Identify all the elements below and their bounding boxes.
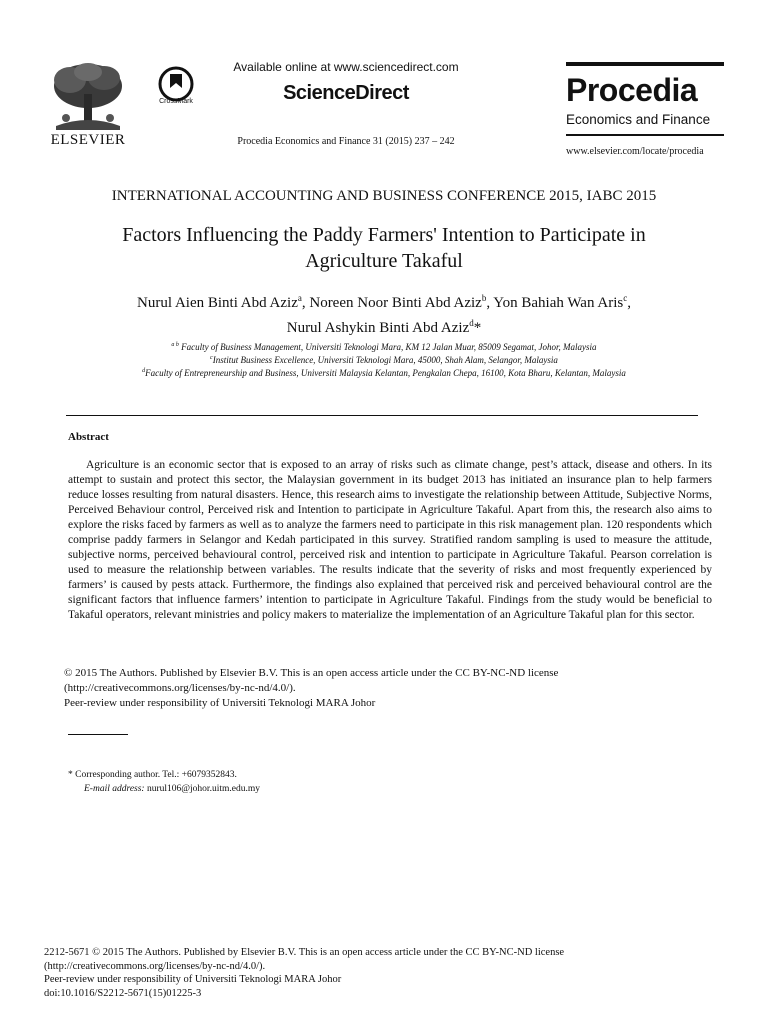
journal-citation: Procedia Economics and Finance 31 (2015) 237 – 242 xyxy=(237,136,455,147)
available-online-text: Available online at www.sciencedirect.com xyxy=(233,60,459,74)
procedia-url-link[interactable]: www.elsevier.com/locate/procedia xyxy=(566,146,704,157)
footnote-divider xyxy=(68,734,128,735)
sciencedirect-logo: ScienceDirect xyxy=(283,82,409,104)
affiliation-d xyxy=(60,365,708,380)
elsevier-wordmark: ELSEVIER xyxy=(50,132,126,148)
copyright-peer-review: Peer-review under responsibility of Universiti Teknologi MARA Johor xyxy=(64,697,376,709)
affiliation-d-text: Faculty of Entrepreneurship and Business, Universiti Malaysia Kelantan, Pengkalan Chepa, 16100, Kota Bharu, Kelantan, Malaysia xyxy=(145,368,626,378)
copyright-line-1: © 2015 The Authors. Published by Elsevier B.V. This is an open access article under the CC BY-NC-ND license xyxy=(64,667,559,679)
corresponding-author-footnote xyxy=(68,768,260,796)
affiliation-ab-text: Faculty of Business Management, Universiti Teknologi Mara, KM 12 Jalan Muar, 85009 Segamat, Johor, Malaysia xyxy=(181,342,597,352)
bottom-license-link[interactable]: (http://creativecommons.org/licenses/by-nc-nd/4.0/). xyxy=(44,960,266,972)
crossmark-label: CrossMark xyxy=(159,98,193,105)
copyright-notice xyxy=(64,666,724,711)
abstract-body: Agriculture is an economic sector that is exposed to an array of risks such as climate change, pest’s attack, disease and others. In its attempt to sustain and protect this sector, the Malaysian government in its budget 2013 has initiated an insurance plan to help farmers reduce losses resulting from natural disasters. Hence, this research aims to investigate the relationship between Attitude, Subjective Norms, Perceived Behaviour control, Perceived risk and Intention to participate in Agriculture Takaful. Apart from this, the research also aims to explore the risks faced by farmers as well as to analyze the farmers need to participate in this risk management plan. 120 respondents which comprise paddy farmers in Selangor and Kedah participated in this survey. Stratified random sampling is used to measure the attitude, subjective norms, perceived behavioural control, perceived risk and intention to participate in Agriculture Takaful. Pearson correlation is used to measure the relationship between variables. The results indicate that the severity of risks and most frequently experienced by farmers’ is caused by pests attack. Furthermore, the findings also explained that perceived risk and perceived behavioural control are the significant factors that influence farmers’ intention to participate in Agriculture Takaful. Findings from the study would be beneficial to Takaful operators, relevant ministries and policy makers to materialize the implementation of an Agriculture Takaful plan for this sector. xyxy=(68,459,712,621)
author-4: Nurul Ashykin Binti Abd Aziz xyxy=(286,320,470,336)
procedia-title: Procedia xyxy=(566,72,698,108)
affiliation-c-mark: c xyxy=(210,355,213,361)
issn-license-line: 2212-5671 © 2015 The Authors. Published by Elsevier B.V. This is an open access article under the CC BY-NC-ND license xyxy=(44,947,565,958)
email-label: E-mail address: xyxy=(84,784,145,794)
procedia-subtitle: Economics and Finance xyxy=(566,112,711,127)
paper-title-line-1: Factors Influencing the Paddy Farmers' Intention to Participate in xyxy=(122,224,646,246)
author-3-affil-mark: c xyxy=(623,293,628,303)
author-list xyxy=(60,288,708,338)
author-2: Noreen Noor Binti Abd Aziz xyxy=(309,295,482,311)
abstract-heading: Abstract xyxy=(68,431,109,443)
author-4-affil-mark: d xyxy=(469,318,474,328)
procedia-top-rule xyxy=(566,62,724,66)
affiliation-ab-mark: a b xyxy=(171,342,179,348)
corresponding-author-mark: * xyxy=(473,320,482,336)
author-line-1: Nurul Aien Binti Abd Aziz$^a$, Noreen Noor Binti Abd Aziz$^b$, Yon Bahiah Wan Aris$^c$, xyxy=(137,293,631,311)
copyright-license-link[interactable]: (http://creativecommons.org/licenses/by-nc-nd/4.0/). xyxy=(64,682,296,694)
corresponding-author-email xyxy=(68,782,260,796)
doi-link[interactable]: doi:10.1016/S2212-5671(15)01225-3 xyxy=(44,987,202,999)
author-1: Nurul Aien Binti Abd Aziz xyxy=(137,295,298,311)
bottom-publication-info xyxy=(44,946,724,1000)
author-3: Yon Bahiah Wan Aris xyxy=(493,295,624,311)
author-line-2 xyxy=(60,313,708,338)
paper-title-line-2: Agriculture Takaful xyxy=(305,250,463,272)
author-2-affil-mark: b xyxy=(481,293,487,303)
email-address-link[interactable]: nurul106@johor.uitm.edu.my xyxy=(146,784,260,794)
corresponding-author-phone: * Corresponding author. Tel.: +6079352843. xyxy=(68,770,237,780)
conference-name: INTERNATIONAL ACCOUNTING AND BUSINESS CONFERENCE 2015, IABC 2015 xyxy=(111,188,657,204)
bottom-peer-review: Peer-review under responsibility of Universiti Teknologi MARA Johor xyxy=(44,974,342,985)
paper-title xyxy=(60,222,708,274)
section-divider xyxy=(66,415,698,416)
procedia-bottom-rule xyxy=(566,134,724,136)
author-1-affil-mark: a xyxy=(297,293,302,303)
affiliation-c-text: Institut Business Excellence, Universiti Teknologi Mara, 45000, Shah Alam, Selangor, Malaysia xyxy=(212,355,558,365)
affiliation-d-mark: d xyxy=(142,368,146,374)
